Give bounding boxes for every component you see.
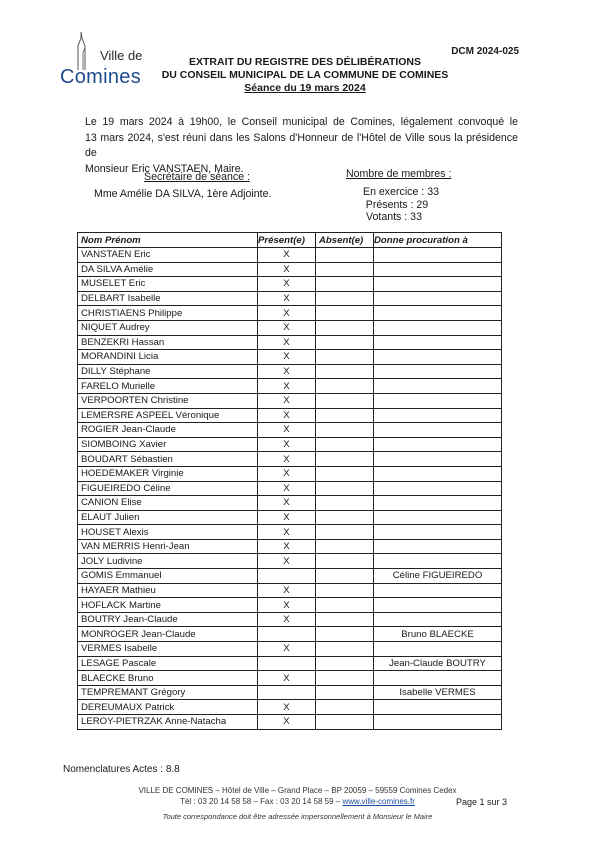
present-mark: [258, 685, 316, 700]
absent-mark: [316, 685, 374, 700]
present-mark: X: [258, 393, 316, 408]
absent-mark: [316, 627, 374, 642]
proxy-name: [374, 496, 502, 511]
absent-mark: [316, 364, 374, 379]
proxy-name: [374, 671, 502, 686]
absent-mark: [316, 437, 374, 452]
logo-comines-text: Comines: [60, 66, 142, 88]
member-name: VANSTAEN Eric: [78, 248, 258, 263]
absent-mark: [316, 379, 374, 394]
proxy-name: [374, 350, 502, 365]
header-proxy: Donne procuration à: [374, 233, 502, 248]
proxy-name: [374, 423, 502, 438]
table-row: [78, 452, 502, 467]
table-row: [78, 598, 502, 613]
member-name: FIGUEIREDO Céline: [78, 481, 258, 496]
proxy-name: [374, 335, 502, 350]
proxy-name: [374, 437, 502, 452]
member-name: ROGIER Jean-Claude: [78, 423, 258, 438]
member-name: LEMERSRE ASPEEL Véronique: [78, 408, 258, 423]
member-name: BENZEKRI Hassan: [78, 335, 258, 350]
present-mark: X: [258, 408, 316, 423]
page-number: Page 1 sur 3: [456, 797, 508, 807]
table-row: [78, 437, 502, 452]
absent-mark: [316, 291, 374, 306]
member-name: CANION Elise: [78, 496, 258, 511]
secretary-label: Secrétaire de séance :: [144, 171, 250, 183]
member-name: BOUDART Sébastien: [78, 452, 258, 467]
member-name: ELAUT Julien: [78, 510, 258, 525]
present-mark: X: [258, 700, 316, 715]
absent-mark: [316, 612, 374, 627]
absent-mark: [316, 350, 374, 365]
present-mark: X: [258, 525, 316, 540]
present-mark: X: [258, 554, 316, 569]
table-row: [78, 277, 502, 292]
present-mark: X: [258, 379, 316, 394]
proxy-name: Bruno BLAECKE: [374, 627, 502, 642]
table-row: [78, 408, 502, 423]
present-mark: X: [258, 642, 316, 657]
intro-line-2: 13 mars 2024, s'est réuni dans les Salons d'Honneur de l'Hôtel de Ville sous la présidence de: [85, 131, 518, 159]
member-name: VERPOORTEN Christine: [78, 393, 258, 408]
table-row: [78, 525, 502, 540]
proxy-name: [374, 291, 502, 306]
present-mark: X: [258, 320, 316, 335]
proxy-name: [374, 393, 502, 408]
absent-mark: [316, 598, 374, 613]
member-name: NIQUET Audrey: [78, 320, 258, 335]
proxy-name: [374, 539, 502, 554]
present-mark: X: [258, 539, 316, 554]
member-name: HAYAER Mathieu: [78, 583, 258, 598]
absent-mark: [316, 466, 374, 481]
absent-mark: [316, 671, 374, 686]
table-row: [78, 612, 502, 627]
present-mark: [258, 627, 316, 642]
proxy-name: [374, 262, 502, 277]
intro-line-3: Monsieur Eric VANSTAEN, Maire.: [85, 162, 244, 175]
proxy-name: [374, 598, 502, 613]
present-mark: X: [258, 583, 316, 598]
table-row: [78, 496, 502, 511]
table-row: [78, 466, 502, 481]
members-present: Présents : 29: [365, 199, 429, 211]
absent-mark: [316, 583, 374, 598]
table-row: [78, 539, 502, 554]
title-line-2: DU CONSEIL MUNICIPAL DE LA COMMUNE DE COMINES: [161, 69, 449, 81]
present-mark: X: [258, 262, 316, 277]
absent-mark: [316, 423, 374, 438]
absent-mark: [316, 569, 374, 584]
proxy-name: [374, 510, 502, 525]
table-row: [78, 554, 502, 569]
absent-mark: [316, 277, 374, 292]
present-mark: X: [258, 612, 316, 627]
absent-mark: [316, 452, 374, 467]
present-mark: X: [258, 598, 316, 613]
table-row: [78, 320, 502, 335]
proxy-name: [374, 466, 502, 481]
present-mark: X: [258, 466, 316, 481]
members-in-office: En exercice : 33: [363, 186, 439, 198]
members-label: Nombre de membres :: [346, 168, 452, 180]
absent-mark: [316, 715, 374, 730]
secretary-value: Mme Amélie DA SILVA, 1ère Adjointe.: [94, 188, 272, 200]
present-mark: X: [258, 423, 316, 438]
present-mark: X: [258, 335, 316, 350]
proxy-name: Jean-Claude BOUTRY: [374, 656, 502, 671]
member-name: SIOMBOING Xavier: [78, 437, 258, 452]
table-row: [78, 481, 502, 496]
absent-mark: [316, 642, 374, 657]
member-name: DILLY Stéphane: [78, 364, 258, 379]
table-row: [78, 583, 502, 598]
city-logo: [58, 32, 148, 87]
present-mark: X: [258, 306, 316, 321]
attendance-table-body: [78, 248, 502, 730]
proxy-name: [374, 612, 502, 627]
proxy-name: [374, 379, 502, 394]
table-row: [78, 306, 502, 321]
logo-ville-text: Ville de: [100, 48, 143, 63]
member-name: DELBART Isabelle: [78, 291, 258, 306]
proxy-name: [374, 481, 502, 496]
footer-phone-fax: Tél : 03 20 14 58 58 – Fax : 03 20 14 58 59 –: [180, 797, 343, 806]
proxy-name: Isabelle VERMES: [374, 685, 502, 700]
table-row: [78, 685, 502, 700]
absent-mark: [316, 496, 374, 511]
header-name: Nom Prénom: [78, 233, 258, 248]
members-voting: Votants : 33: [366, 211, 422, 223]
present-mark: X: [258, 452, 316, 467]
member-name: GOMIS Emmanuel: [78, 569, 258, 584]
proxy-name: [374, 248, 502, 263]
table-row: [78, 700, 502, 715]
footer-website-link[interactable]: www.ville-comines.fr: [342, 797, 415, 806]
table-row: [78, 248, 502, 263]
table-row: [78, 335, 502, 350]
table-row: [78, 715, 502, 730]
member-name: HOFLACK Martine: [78, 598, 258, 613]
member-name: VERMES Isabelle: [78, 642, 258, 657]
absent-mark: [316, 510, 374, 525]
proxy-name: [374, 554, 502, 569]
absent-mark: [316, 525, 374, 540]
member-name: BOUTRY Jean-Claude: [78, 612, 258, 627]
present-mark: X: [258, 437, 316, 452]
present-mark: [258, 656, 316, 671]
proxy-name: [374, 320, 502, 335]
proxy-name: [374, 642, 502, 657]
proxy-name: [374, 452, 502, 467]
title-line-1: EXTRAIT DU REGISTRE DES DÉLIBÉRATIONS: [189, 56, 421, 68]
table-row: [78, 393, 502, 408]
member-name: MUSELET Eric: [78, 277, 258, 292]
absent-mark: [316, 700, 374, 715]
absent-mark: [316, 481, 374, 496]
present-mark: X: [258, 496, 316, 511]
present-mark: X: [258, 277, 316, 292]
present-mark: X: [258, 671, 316, 686]
table-row: [78, 627, 502, 642]
header-present: Présent(e): [258, 233, 316, 248]
proxy-name: [374, 408, 502, 423]
document-reference: DCM 2024-025: [451, 46, 519, 57]
session-date: Séance du 19 mars 2024: [244, 82, 366, 94]
intro-paragraph: [85, 115, 518, 177]
present-mark: [258, 569, 316, 584]
member-name: MORANDINI Licia: [78, 350, 258, 365]
absent-mark: [316, 335, 374, 350]
proxy-name: [374, 700, 502, 715]
header-absent: Absent(e): [316, 233, 374, 248]
member-name: FARELO Murielle: [78, 379, 258, 394]
absent-mark: [316, 393, 374, 408]
absent-mark: [316, 306, 374, 321]
table-row: [78, 262, 502, 277]
table-row: [78, 364, 502, 379]
proxy-name: Céline FIGUEIREDO: [374, 569, 502, 584]
intro-line-1: Le 19 mars 2024 à 19h00, le Conseil municipal de Comines, légalement convoqué le: [85, 116, 518, 128]
absent-mark: [316, 408, 374, 423]
present-mark: X: [258, 350, 316, 365]
absent-mark: [316, 248, 374, 263]
proxy-name: [374, 306, 502, 321]
member-name: LEROY-PIETRZAK Anne-Natacha: [78, 715, 258, 730]
present-mark: X: [258, 248, 316, 263]
table-row: [78, 350, 502, 365]
absent-mark: [316, 320, 374, 335]
absent-mark: [316, 656, 374, 671]
member-name: MONROGER Jean-Claude: [78, 627, 258, 642]
present-mark: X: [258, 715, 316, 730]
table-row: [78, 569, 502, 584]
proxy-name: [374, 364, 502, 379]
present-mark: X: [258, 510, 316, 525]
attendance-table: [77, 232, 502, 730]
absent-mark: [316, 262, 374, 277]
member-name: BLAECKE Bruno: [78, 671, 258, 686]
member-name: HOEDEMAKER Virginie: [78, 466, 258, 481]
member-name: TEMPREMANT Grégory: [78, 685, 258, 700]
member-name: DA SILVA Amélie: [78, 262, 258, 277]
proxy-name: [374, 525, 502, 540]
table-row: [78, 642, 502, 657]
member-name: CHRISTIAENS Philippe: [78, 306, 258, 321]
proxy-name: [374, 583, 502, 598]
table-row: [78, 291, 502, 306]
member-name: JOLY Ludivine: [78, 554, 258, 569]
member-name: LESAGE Pascale: [78, 656, 258, 671]
footer-note: Toute correspondance doit être adressée impersonnellement à Monsieur le Maire: [162, 812, 433, 821]
table-row: [78, 423, 502, 438]
member-name: VAN MERRIS Henri-Jean: [78, 539, 258, 554]
table-row: [78, 379, 502, 394]
table-row: [78, 510, 502, 525]
present-mark: X: [258, 291, 316, 306]
proxy-name: [374, 277, 502, 292]
present-mark: X: [258, 481, 316, 496]
table-header-row: [78, 233, 502, 248]
table-row: [78, 671, 502, 686]
member-name: HOUSET Alexis: [78, 525, 258, 540]
nomenclature: Nomenclatures Actes : 8.8: [63, 764, 180, 775]
church-tower-icon: [70, 32, 100, 70]
proxy-name: [374, 715, 502, 730]
member-name: DEREUMAUX Patrick: [78, 700, 258, 715]
absent-mark: [316, 554, 374, 569]
table-row: [78, 656, 502, 671]
footer-address: VILLE DE COMINES – Hôtel de Ville – Grand Place – BP 20059 – 59559 Comines Cedex: [138, 786, 457, 795]
present-mark: X: [258, 364, 316, 379]
absent-mark: [316, 539, 374, 554]
